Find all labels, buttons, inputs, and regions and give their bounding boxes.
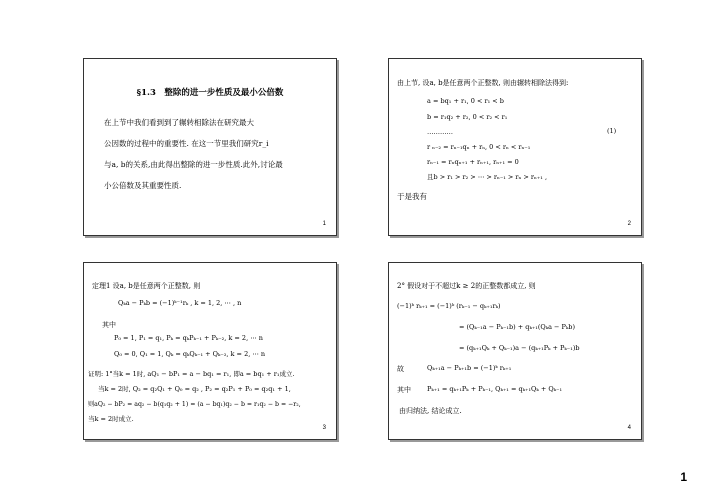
- slide-2-eq-1: a = bq₁ + r₁, 0 < r₁ < b: [427, 97, 504, 105]
- slide-4-page-number: 4: [627, 425, 631, 431]
- slide-4-where: Pₖ₊₁ = qₖ₊₁Pₖ + Pₖ₋₁, Qₖ₊₁ = qₖ₊₁Qₖ + Qₖ₋₁: [427, 385, 563, 393]
- slide-3-proof-4: 当k = 2时成立.: [88, 415, 134, 423]
- slide-3-def-1: P₀ = 1, P₁ = q₁, Pₖ = qₖPₖ₋₁ + Pₖ₋₂, k = 2, ⋯ n: [114, 334, 263, 342]
- slide-2-intro: 由上节, 设a, b是任意两个正整数, 则由辗转相除法得到:: [397, 79, 569, 87]
- slide-2-eq-3: …………: [427, 128, 453, 136]
- slide-4-conclusion: 由归纳法, 结论成立.: [399, 407, 462, 415]
- slide-2: [388, 58, 642, 236]
- slide-1-title: §1.3 整除的进一步性质及最小公倍数: [136, 88, 284, 98]
- slide-4: [388, 262, 642, 440]
- slide-1-line-2: 公因数的过程中的重要性. 在这一节里我们研究r_i: [104, 139, 269, 148]
- slide-3-proof-1: 证明: 1°当k = 1时, aQ₁ − bP₁ = a − bq₁ = r₁, 即a = bq₁ + r₁成立.: [88, 370, 295, 378]
- slide-2-eq-5: rₙ₋₁ = rₙqₙ₊₁ + rₙ₊₁, rₙ₊₁ = 0: [427, 158, 519, 166]
- slide-1-line-4: 小公倍数及其重要性质.: [104, 181, 182, 190]
- slide-1-line-3: 与a, b的关系,由此得出整除的进一步性质.此外,讨论最: [104, 160, 283, 169]
- slide-2-page-number: 2: [627, 221, 631, 227]
- slide-3-def-2: Q₀ = 0, Q₁ = 1, Qₖ = qₖQₖ₋₁ + Qₖ₋₂, k = 2, ⋯ n: [114, 350, 266, 358]
- slide-3: [83, 262, 337, 440]
- slide-2-eq-4: r ₙ₋₂ = rₙ₋₁qₙ + rₙ, 0 < rₙ < rₙ₋₁: [427, 143, 531, 151]
- sheet-page-number: 1: [680, 470, 687, 484]
- slide-3-theorem: 定理1 设a, b是任意两个正整数, 则: [92, 282, 201, 290]
- slide-4-line-3: = (qₖ₊₁Qₖ + Qₖ₋₁)a − (qₖ₊₁Pₖ + Pₖ₋₁)b: [459, 344, 580, 352]
- slide-3-where: 其中: [102, 321, 116, 329]
- slide-3-proof-3: 则aQ₂ − bP₂ = aq₂ − b(q₁q₂ + 1) = (a − bq₁)q₂ − b = r₁q₂ − b = −r₂,: [88, 401, 301, 408]
- slide-1-page-number: 1: [322, 221, 326, 227]
- slide-4-hence-label: 故: [397, 365, 404, 373]
- slide-3-formula: Qₖa − Pₖb = (−1)ᵏ⁻¹rₖ , k = 1, 2, ⋯ , n: [118, 299, 242, 307]
- slide-4-hypothesis: 2° 假设对于不超过k ≥ 2的正整数都成立, 则: [397, 282, 536, 290]
- slide-4-line-1: (−1)ᵏ rₖ₊₁ = (−1)ᵏ (rₖ₋₁ − qₖ₊₁rₖ): [397, 302, 501, 310]
- slide-1: [83, 58, 337, 236]
- slide-2-eq-2: b = r₁q₂ + r₂, 0 < r₂ < r₁: [427, 113, 508, 121]
- slide-3-proof-2: 当k = 2时, Q₂ = q₂Q₁ + Q₀ = q₂ , P₂ = q₂P₁ + P₀ = q₂q₁ + 1,: [98, 385, 291, 393]
- slide-4-where-label: 其中: [397, 386, 411, 394]
- slide-3-page-number: 3: [322, 425, 326, 431]
- slide-1-line-1: 在上节中我们看到到了辗转相除法在研究最大: [104, 118, 254, 127]
- slide-1-paragraph: [104, 112, 322, 196]
- slide-2-eq-6: 且b > r₁ > r₂ > ⋯ > rₙ₋₁ > rₙ > rₙ₊₁ ,: [427, 173, 548, 181]
- slide-2-eq-label: (1): [607, 127, 617, 135]
- slide-4-hence: Qₖ₊₁a − Pₖ₊₁b = (−1)ᵏ rₖ₊₁: [427, 364, 512, 372]
- slide-4-line-2: = (Qₖ₋₁a − Pₖ₋₁b) + qₖ₊₁(Qₖa − Pₖb): [459, 323, 575, 331]
- slide-2-outro: 于是我有: [397, 192, 427, 201]
